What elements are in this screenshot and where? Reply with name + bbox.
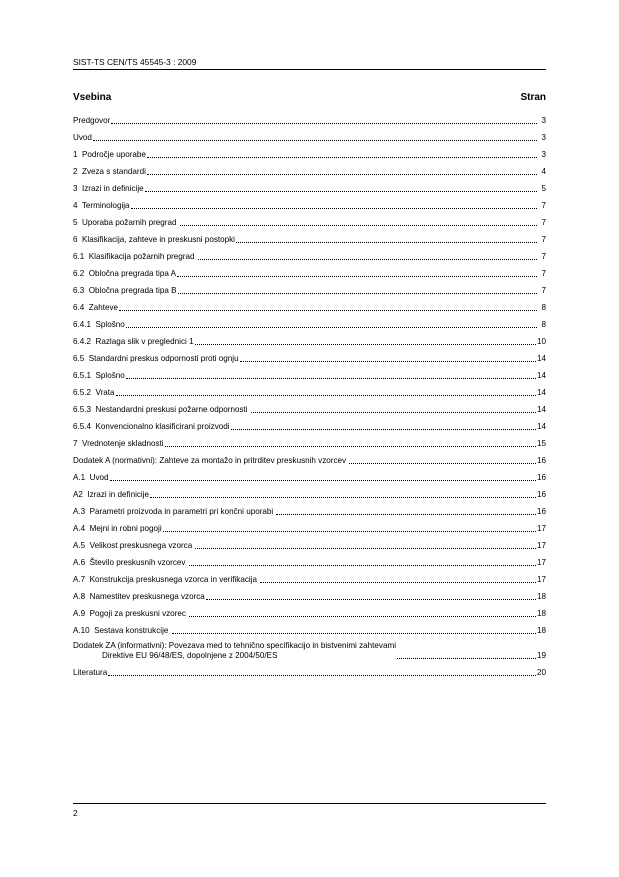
toc-entry-page: 8	[541, 303, 546, 312]
toc-entry-title-line: Dodatek ZA (informativni): Povezava med to tehnično specifikacijo in bistvenimi zahtevami	[73, 641, 396, 650]
dot-leader	[189, 615, 536, 617]
toc-entry-title	[73, 541, 194, 551]
toc-entry-title	[73, 320, 125, 330]
toc-entry-title-line: 6.3 Obločna pregrada tipa B	[73, 286, 177, 295]
toc-entry[interactable]	[73, 571, 546, 588]
dot-leader	[111, 122, 537, 124]
toc-entry-title-line: 6 Klasifikacija, zahteve in preskusni postopki	[73, 235, 235, 244]
toc-entry-title	[73, 456, 348, 466]
toc-entry-title-line: A.5 Velikost preskusnega vzorca	[73, 541, 195, 550]
toc-entry[interactable]	[73, 520, 546, 537]
toc-entry-page: 16	[536, 456, 546, 465]
dot-leader	[189, 564, 536, 566]
toc-entry-title-line: 6.1 Klasifikacija požarnih pregrad	[73, 252, 197, 261]
dot-leader	[131, 207, 537, 209]
toc-entry[interactable]	[73, 367, 546, 384]
toc-entry-title-line: 6.5.3 Nestandardni preskusi požarne odpornosti	[73, 405, 250, 414]
toc-entry-title	[73, 575, 259, 585]
dot-leader	[110, 479, 536, 481]
toc-entry-page: 7	[541, 269, 546, 278]
dot-leader	[251, 411, 536, 413]
toc-entry[interactable]	[73, 333, 546, 350]
toc-entry-title	[73, 337, 194, 347]
dot-leader	[150, 496, 536, 498]
dot-leader	[195, 547, 536, 549]
dot-leader	[116, 394, 536, 396]
toc-entry[interactable]	[73, 163, 546, 180]
toc-entry[interactable]	[73, 435, 546, 452]
toc-entry-page: 7	[541, 252, 546, 261]
toc-entry-title	[73, 439, 164, 449]
toc-entry-title	[73, 405, 250, 415]
toc-entry-page: 17	[536, 558, 546, 567]
toc-entry-title-line: Predgovor	[73, 116, 111, 125]
dot-leader	[163, 530, 536, 532]
toc-entry-title-line: A.4 Mejni in robni pogoji	[73, 524, 162, 533]
toc-entry-title	[73, 641, 396, 661]
toc-entry-title-line: 5 Uporaba požarnih pregrad	[73, 218, 179, 227]
dot-leader	[147, 173, 537, 175]
toc-entry-title-line: 6.4 Zahteve	[73, 303, 118, 312]
toc-entry[interactable]	[73, 299, 546, 316]
toc-entry-title-line: Uvod	[73, 133, 92, 142]
toc-entry-page: 16	[536, 473, 546, 482]
toc-entry-title-line: 6.5.1 Splošno	[73, 371, 125, 380]
toc-entry-page: 19	[536, 651, 546, 660]
toc-entry-title-line: 6.2 Obločna pregrada tipa A	[73, 269, 177, 278]
dot-leader	[180, 224, 537, 226]
toc-entry[interactable]	[73, 214, 546, 231]
toc-entry-title	[73, 269, 176, 279]
dot-leader	[236, 241, 537, 243]
toc-entry-page: 3	[541, 133, 546, 142]
dot-leader	[119, 309, 537, 311]
toc-entry-page: 20	[536, 668, 546, 677]
toc-entry-title-line: A.10 Sestava konstrukcije	[73, 626, 171, 635]
toc-entry-title-line: A.1 Uvod	[73, 473, 109, 482]
toc-entry-title	[73, 592, 205, 602]
dot-leader	[165, 445, 536, 447]
dot-leader	[145, 190, 537, 192]
toc-entry-title-line: A.8 Namestitev preskusnega vzorca	[73, 592, 205, 601]
dot-leader	[93, 139, 537, 141]
dot-leader	[198, 258, 537, 260]
toc-entry-page: 15	[536, 439, 546, 448]
toc-entry-title	[73, 558, 188, 568]
toc-entry[interactable]	[73, 418, 546, 435]
toc-entry[interactable]	[73, 384, 546, 401]
toc-entry[interactable]	[73, 265, 546, 282]
toc-entry-page: 17	[536, 524, 546, 533]
toc-entry-page: 16	[536, 507, 546, 516]
toc-entry-title-line: A.6 Število preskusnih vzorcev	[73, 558, 188, 567]
toc-entry-page: 18	[536, 626, 546, 635]
toc-entry[interactable]	[73, 622, 546, 639]
toc-entry[interactable]	[73, 197, 546, 214]
dot-leader	[397, 657, 536, 659]
toc-entry-title	[73, 524, 162, 534]
toc-entry-title-line: 4 Terminologija	[73, 201, 130, 210]
dot-leader	[231, 428, 536, 430]
toc-entry-page: 7	[541, 201, 546, 210]
table-of-contents	[73, 112, 546, 681]
toc-entry-title	[73, 286, 177, 296]
toc-entry[interactable]	[73, 350, 546, 367]
dot-leader	[108, 674, 536, 676]
toc-entry[interactable]	[73, 537, 546, 554]
dot-leader	[206, 598, 536, 600]
toc-entry-title	[73, 218, 179, 228]
toc-entry-page: 4	[541, 167, 546, 176]
dot-leader	[126, 377, 536, 379]
toc-heading-page: Stran	[520, 92, 546, 103]
toc-entry-title-line: 3 Izrazi in definicije	[73, 184, 144, 193]
dot-leader	[240, 360, 536, 362]
toc-entry-page: 3	[541, 116, 546, 125]
toc-entry[interactable]	[73, 316, 546, 333]
toc-entry-title	[73, 184, 144, 194]
toc-entry-title	[73, 609, 188, 619]
toc-entry[interactable]	[73, 248, 546, 265]
toc-entry-title-line: 7 Vrednotenje skladnosti	[73, 439, 164, 448]
toc-entry-page: 7	[541, 218, 546, 227]
toc-entry[interactable]	[73, 503, 546, 520]
toc-entry-page: 10	[536, 337, 546, 346]
toc-entry-page: 17	[536, 575, 546, 584]
toc-entry[interactable]	[73, 639, 546, 664]
toc-entry-title-line: A.3 Parametri proizvoda in parametri pri končni uporabi	[73, 507, 276, 516]
toc-entry-page: 7	[541, 286, 546, 295]
dot-leader	[178, 292, 538, 294]
toc-entry-title	[73, 354, 239, 364]
toc-entry-page: 14	[536, 371, 546, 380]
toc-entry-page: 14	[536, 388, 546, 397]
toc-entry-title	[73, 668, 107, 678]
toc-entry-page: 17	[536, 541, 546, 550]
toc-entry-title	[73, 626, 171, 636]
toc-entry[interactable]	[73, 486, 546, 503]
footer-page-number: 2	[73, 808, 78, 818]
toc-entry-page: 7	[541, 235, 546, 244]
toc-entry[interactable]	[73, 129, 546, 146]
dot-leader	[349, 462, 536, 464]
page-header	[73, 57, 546, 70]
toc-entry-title-line: Dodatek A (normativni): Zahteve za montažo in pritrditev preskusnih vzorcev	[73, 456, 349, 465]
dot-leader	[172, 632, 536, 634]
toc-heading	[73, 92, 546, 103]
toc-entry-title	[73, 150, 146, 160]
toc-entry-title-line: 2 Zveza s standardi	[73, 167, 146, 176]
toc-entry-title-line: 6.5 Standardni preskus odpornosti proti ognju	[73, 354, 239, 363]
toc-entry-title-line: Literatura	[73, 668, 108, 677]
toc-entry[interactable]	[73, 401, 546, 418]
toc-entry[interactable]	[73, 664, 546, 681]
toc-entry-page: 5	[541, 184, 546, 193]
page-footer	[73, 803, 546, 818]
dot-leader	[147, 156, 537, 158]
toc-entry[interactable]	[73, 588, 546, 605]
toc-entry-page: 3	[541, 150, 546, 159]
toc-entry-title-line: A2 Izrazi in definicije	[73, 490, 150, 499]
dot-leader	[276, 513, 536, 515]
toc-entry-title	[73, 422, 230, 432]
toc-entry-title	[73, 167, 146, 177]
dot-leader	[260, 581, 536, 583]
toc-entry-page: 18	[536, 592, 546, 601]
toc-entry-title	[73, 116, 110, 126]
toc-entry-title	[73, 303, 118, 313]
toc-entry-title-line: A.9 Pogoji za preskusni vzorec	[73, 609, 189, 618]
toc-entry-title-line: 6.5.2 Vrata	[73, 388, 115, 397]
toc-entry-title-line: 1 Področje uporabe	[73, 150, 146, 159]
toc-entry-title	[73, 235, 235, 245]
toc-entry-title	[73, 252, 197, 262]
toc-entry[interactable]	[73, 282, 546, 299]
toc-entry-title	[73, 490, 149, 500]
dot-leader	[177, 275, 537, 277]
toc-entry-page: 14	[536, 405, 546, 414]
dot-leader	[195, 343, 536, 345]
toc-entry[interactable]	[73, 146, 546, 163]
toc-entry-title	[73, 201, 130, 211]
toc-entry-page: 14	[536, 354, 546, 363]
toc-entry[interactable]	[73, 452, 546, 469]
toc-entry-title-line: 6.5.4 Konvencionalno klasificirani proizvodi	[73, 422, 230, 431]
toc-entry-page: 18	[536, 609, 546, 618]
toc-entry-page: 16	[536, 490, 546, 499]
toc-entry[interactable]	[73, 554, 546, 571]
dot-leader	[126, 326, 537, 328]
toc-entry-page: 14	[536, 422, 546, 431]
toc-entry[interactable]	[73, 112, 546, 129]
toc-entry[interactable]	[73, 231, 546, 248]
toc-entry-title	[73, 371, 125, 381]
toc-heading-contents: Vsebina	[73, 92, 112, 103]
toc-entry-title-line: 6.4.1 Splošno	[73, 320, 125, 329]
toc-entry-title-continuation: Direktive EU 96/48/ES, dopolnjene z 2004/50/ES	[102, 651, 280, 660]
toc-entry-title	[73, 507, 275, 517]
toc-entry-page: 8	[541, 320, 546, 329]
toc-entry-title	[73, 388, 115, 398]
toc-entry-title	[73, 473, 109, 483]
toc-entry-title-line: A.7 Konstrukcija preskusnega vzorca in verifikacija	[73, 575, 260, 584]
toc-entry[interactable]	[73, 605, 546, 622]
toc-entry-title-line: 6.4.2 Razlaga slik v preglednici 1	[73, 337, 194, 346]
toc-entry-title	[73, 133, 92, 143]
document-code: SIST-TS CEN/TS 45545-3 : 2009	[73, 57, 197, 67]
toc-entry[interactable]	[73, 180, 546, 197]
toc-entry[interactable]	[73, 469, 546, 486]
